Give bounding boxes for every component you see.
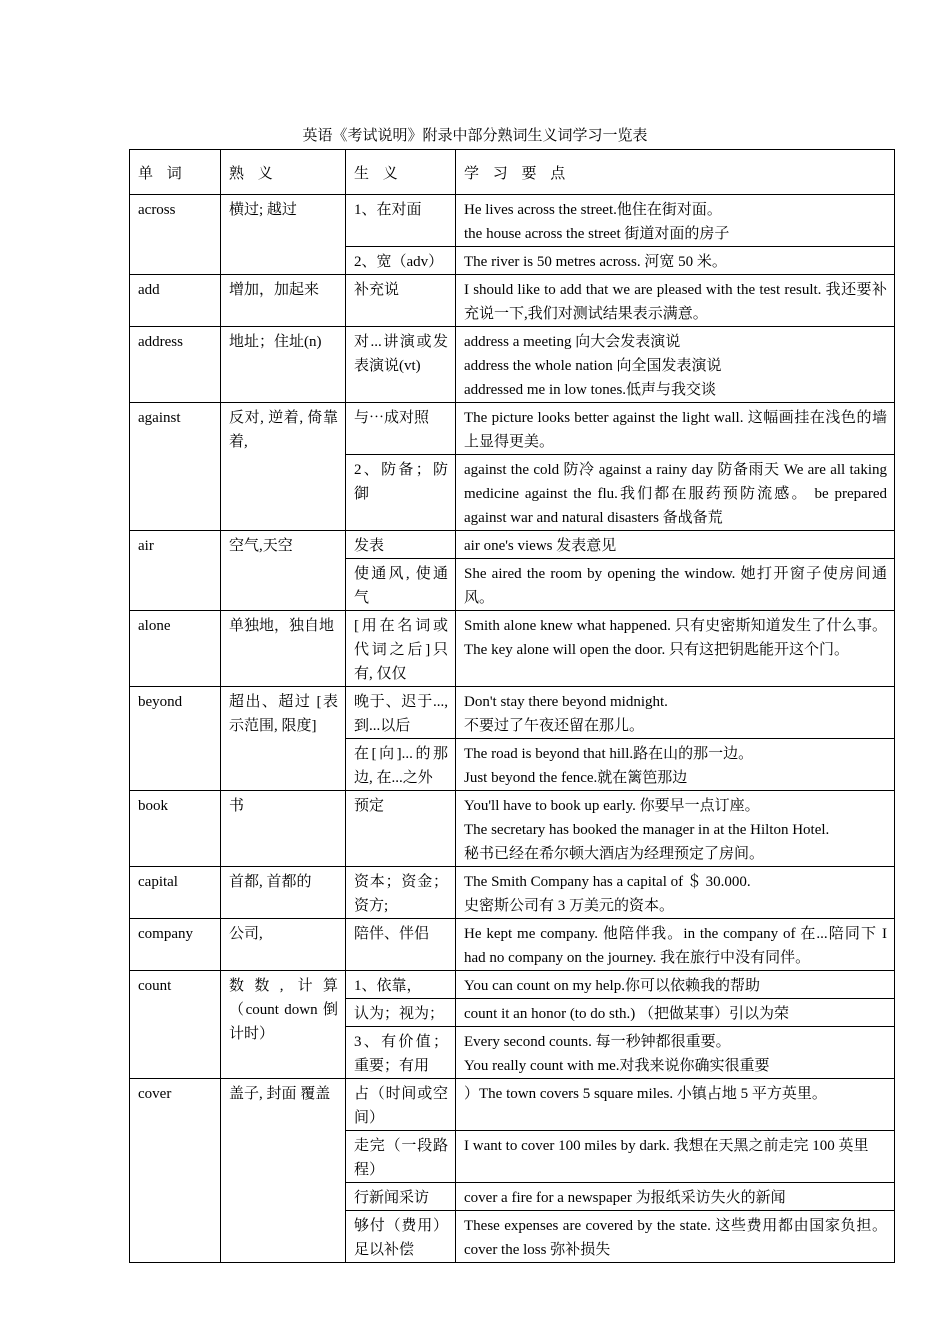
- header-study-points: 学 习 要 点: [456, 150, 895, 195]
- table-row: [130, 403, 895, 455]
- familiar-meaning-cell: 数数, 计算（count down 倒计时）: [221, 971, 346, 1079]
- new-meaning-cell: 1、在对面: [346, 195, 456, 247]
- word-cell: cover: [130, 1079, 221, 1263]
- example-line: Don't stay there beyond midnight.: [464, 694, 668, 710]
- header-new-meaning: 生 义: [346, 150, 456, 195]
- example-line: You really count with me.对我来说你确实很重要: [464, 1058, 770, 1074]
- example-line: Just beyond the fence.就在篱笆那边: [464, 770, 688, 786]
- study-points-cell: [456, 611, 895, 687]
- new-meaning-cell: 走完（一段路程）: [346, 1131, 456, 1183]
- table-row: [130, 275, 895, 327]
- new-meaning-cell: 够付（费用）足以补偿: [346, 1211, 456, 1263]
- familiar-meaning-cell: 单独地，独自地: [221, 611, 346, 687]
- new-meaning-cell: 认为；视为；: [346, 999, 456, 1027]
- study-points-cell: [456, 1211, 895, 1263]
- word-cell: alone: [130, 611, 221, 687]
- header-familiar-meaning: 熟 义: [221, 150, 346, 195]
- header-row: [130, 150, 895, 195]
- example-line: address a meeting 向大会发表演说: [464, 334, 681, 350]
- vocab-body: [130, 195, 895, 1263]
- example-line: the house across the street 街道对面的房子: [464, 226, 730, 242]
- word-cell: count: [130, 971, 221, 1079]
- word-cell: add: [130, 275, 221, 327]
- example-line: I should like to add that we are pleased with the test result. 我还要补充说一下,我们对测试结果表示满意。: [464, 282, 887, 322]
- example-line: 不要过了午夜还留在那儿。: [464, 718, 645, 734]
- study-points-cell: [456, 999, 895, 1027]
- example-line: cover a fire for a newspaper 为报纸采访失火的新闻: [464, 1190, 786, 1206]
- new-meaning-cell: 陪伴、伴侣: [346, 919, 456, 971]
- example-line: You can count on my help.你可以依赖我的帮助: [464, 978, 760, 994]
- study-points-cell: [456, 1131, 895, 1183]
- familiar-meaning-cell: 空气,天空: [221, 531, 346, 611]
- example-line: count it an honor (to do sth.) （把做某事）引以为荣: [464, 1006, 789, 1022]
- table-row: [130, 791, 895, 867]
- study-points-cell: [456, 867, 895, 919]
- new-meaning-cell: 对...讲演或发表演说(vt): [346, 327, 456, 403]
- study-points-cell: [456, 791, 895, 867]
- study-points-cell: [456, 247, 895, 275]
- example-line: The river is 50 metres across. 河宽 50 米。: [464, 254, 727, 270]
- example-line: The secretary has booked the manager in at the Hilton Hotel.: [464, 822, 830, 838]
- example-line: The road is beyond that hill.路在山的那一边。: [464, 746, 754, 762]
- new-meaning-cell: 补充说: [346, 275, 456, 327]
- familiar-meaning-cell: 反对, 逆着, 倚靠着,: [221, 403, 346, 531]
- study-points-cell: [456, 455, 895, 531]
- new-meaning-cell: 2、防备；防御: [346, 455, 456, 531]
- example-line: 史密斯公司有 3 万美元的资本。: [464, 898, 675, 914]
- new-meaning-cell: 与⋯成对照: [346, 403, 456, 455]
- study-points-cell: [456, 1183, 895, 1211]
- example-line: against the cold 防冷 against a rainy day 防备雨天 We are all taking medicine against the flu.我们都在服药预防流感。 be prepared against war and natural disasters 备战备荒: [464, 462, 887, 526]
- study-points-cell: [456, 275, 895, 327]
- study-points-cell: [456, 739, 895, 791]
- new-meaning-cell: 晚于、迟于..., 到...以后: [346, 687, 456, 739]
- word-cell: capital: [130, 867, 221, 919]
- word-cell: against: [130, 403, 221, 531]
- example-line: You'll have to book up early. 你要早一点订座。: [464, 798, 760, 814]
- study-points-cell: [456, 1079, 895, 1131]
- new-meaning-cell: 占（时间或空间）: [346, 1079, 456, 1131]
- study-points-cell: [456, 403, 895, 455]
- familiar-meaning-cell: 地址；住址(n): [221, 327, 346, 403]
- example-line: air one's views 发表意见: [464, 538, 617, 554]
- page-title: 英语《考试说明》附录中部分熟词生义词学习一览表: [302, 128, 648, 144]
- study-points-cell: [456, 327, 895, 403]
- example-line: Smith alone knew what happened. 只有史密斯知道发生了什么事。 The key alone will open the door. 只有这把钥匙能开这个门。: [464, 618, 887, 658]
- word-cell: address: [130, 327, 221, 403]
- example-line: He lives across the street.他住在街对面。: [464, 202, 722, 218]
- study-points-cell: [456, 559, 895, 611]
- familiar-meaning-cell: 书: [221, 791, 346, 867]
- study-points-cell: [456, 1027, 895, 1079]
- new-meaning-cell: 在[向]...的那边, 在...之外: [346, 739, 456, 791]
- new-meaning-cell: 2、宽（adv）: [346, 247, 456, 275]
- example-line: The picture looks better against the light wall. 这幅画挂在浅色的墙上显得更美。: [464, 410, 887, 450]
- familiar-meaning-cell: 首都, 首都的: [221, 867, 346, 919]
- example-line: He kept me company. 他陪伴我。in the company of 在...陪同下 I had no company on the journey. 我在旅行中没有同伴。: [464, 926, 887, 966]
- word-cell: book: [130, 791, 221, 867]
- table-row: [130, 971, 895, 999]
- familiar-meaning-cell: 横过; 越过: [221, 195, 346, 275]
- study-points-cell: [456, 687, 895, 739]
- study-points-cell: [456, 531, 895, 559]
- new-meaning-cell: 行新闻采访: [346, 1183, 456, 1211]
- header-word: 单 词: [130, 150, 221, 195]
- table-row: [130, 919, 895, 971]
- example-line: She aired the room by opening the window. 她打开窗子使房间通风。: [464, 566, 887, 606]
- word-cell: across: [130, 195, 221, 275]
- vocab-table: [129, 149, 895, 1263]
- example-line: ）The town covers 5 square miles. 小镇占地 5 平方英里。: [464, 1086, 827, 1102]
- new-meaning-cell: 3、有价值；重要；有用: [346, 1027, 456, 1079]
- familiar-meaning-cell: 增加，加起来: [221, 275, 346, 327]
- new-meaning-cell: [用在名词或代词之后]只有, 仅仅: [346, 611, 456, 687]
- new-meaning-cell: 资本；资金；资方;: [346, 867, 456, 919]
- example-line: I want to cover 100 miles by dark. 我想在天黑之前走完 100 英里: [464, 1138, 869, 1154]
- study-points-cell: [456, 971, 895, 999]
- example-line: The Smith Company has a capital of ＄ 30.000.: [464, 874, 751, 890]
- word-cell: air: [130, 531, 221, 611]
- new-meaning-cell: 1、依靠，: [346, 971, 456, 999]
- study-points-cell: [456, 919, 895, 971]
- new-meaning-cell: 使通风, 使通气: [346, 559, 456, 611]
- example-line: addressed me in low tones.低声与我交谈: [464, 382, 717, 398]
- new-meaning-cell: 预定: [346, 791, 456, 867]
- familiar-meaning-cell: 公司,: [221, 919, 346, 971]
- example-line: address the whole nation 向全国发表演说: [464, 358, 722, 374]
- new-meaning-cell: 发表: [346, 531, 456, 559]
- word-cell: beyond: [130, 687, 221, 791]
- familiar-meaning-cell: 盖子, 封面 覆盖: [221, 1079, 346, 1263]
- table-row: [130, 195, 895, 247]
- example-line: These expenses are covered by the state. 这些费用都由国家负担。cover the loss 弥补损失: [464, 1218, 887, 1258]
- study-points-cell: [456, 195, 895, 247]
- table-row: [130, 1079, 895, 1131]
- table-row: [130, 611, 895, 687]
- example-line: Every second counts. 每一秒钟都很重要。: [464, 1034, 731, 1050]
- table-row: [130, 867, 895, 919]
- table-row: [130, 327, 895, 403]
- table-row: [130, 531, 895, 559]
- word-cell: company: [130, 919, 221, 971]
- familiar-meaning-cell: 超出、超过 [表示范围, 限度]: [221, 687, 346, 791]
- table-row: [130, 687, 895, 739]
- example-line: 秘书已经在希尔顿大酒店为经理预定了房间。: [464, 846, 765, 862]
